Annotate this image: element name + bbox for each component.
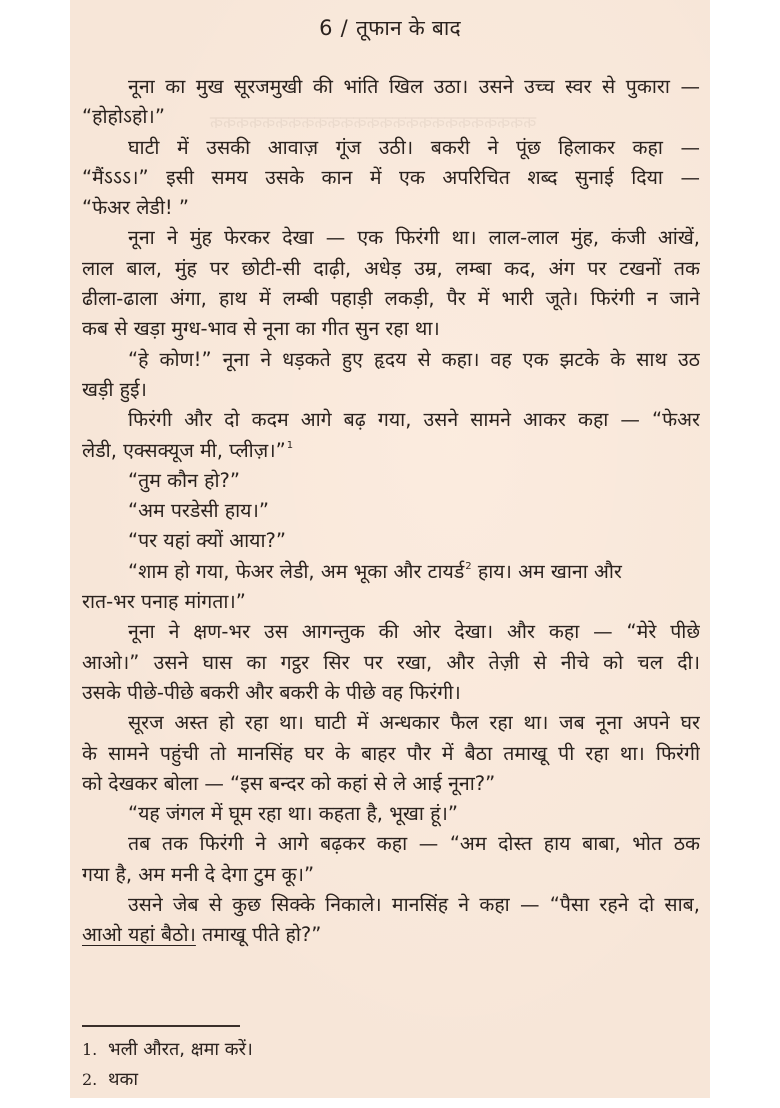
bleed-through-text: ककककककककककककककककककककककककक xyxy=(210,113,537,133)
text-line: गया है, अम मनी दे देगा टुम कू।” xyxy=(82,862,315,886)
footnote-number: 1. xyxy=(82,1040,98,1059)
text-line xyxy=(82,557,700,587)
text-line: रात-भर पनाह मांगता।” xyxy=(82,590,246,614)
footnote-1 xyxy=(82,1035,682,1065)
running-head-separator: / xyxy=(340,16,348,40)
footnote-divider xyxy=(82,1025,240,1027)
text-line: “यह जंगल में घूम रहा था। कहता है, भूखा हूं।” xyxy=(128,802,458,826)
text-line: लाल बाल, मुंह पर छोटी-सी दाढ़ी, अधेड़ उम्र, लम्बा कद, अंग पर टखनों तक xyxy=(82,256,700,280)
text-line: के सामने पहुंची तो मानसिंह घर के बाहर पौर में बैठा तमाखू पी रहा था। फिरंगी xyxy=(82,741,700,765)
footnote-2 xyxy=(82,1065,682,1095)
text-line: फिरंगी और दो कदम आगे बढ़ गया, उसने सामने आकर कहा — “फेअर xyxy=(128,408,700,432)
running-head xyxy=(70,14,710,42)
text-line: “तुम कौन हो?” xyxy=(128,468,240,492)
underlined-text: आओ यहां बैठो। xyxy=(82,923,196,947)
text-line: को देखकर बोला — “इस बन्दर को कहां से ले आई नूना?” xyxy=(82,771,496,795)
footnote-ref-2: 2 xyxy=(465,560,472,572)
text-line: “होहोऽहो।” xyxy=(82,105,165,129)
book-title: तूफान के बाद xyxy=(355,16,461,40)
body-text xyxy=(82,72,700,951)
text-line: “अम परडेसी हाय।” xyxy=(128,499,269,523)
text-line xyxy=(82,436,700,466)
text-line: तब तक फिरंगी ने आगे बढ़कर कहा — “अम दोस्त हाय बाबा, भोत ठक xyxy=(128,832,700,856)
text-line: “मैंऽऽऽ।” इसी समय उसके कान में एक अपरिचित शब्द सुनाई दिया — xyxy=(82,165,700,189)
text-span: “शाम हो गया, फेअर लेडी, अम भूका और टायर्ड xyxy=(128,559,465,583)
footnote-text: थका xyxy=(108,1069,138,1090)
text-line: खड़ी हुई। xyxy=(82,377,147,401)
text-line: “हे कोण!” नूना ने धड़कते हुए हृदय से कहा। वह एक झटके के साथ उठ xyxy=(128,347,700,371)
text-line xyxy=(82,920,700,950)
footnote-number: 2. xyxy=(82,1070,98,1089)
page-number: 6 xyxy=(319,16,333,40)
footnotes xyxy=(82,1035,682,1095)
text-line: घाटी में उसकी आवाज़ गूंज उठी। बकरी ने पूंछ हिलाकर कहा — xyxy=(128,135,700,159)
text-line: नूना का मुख सूरजमुखी की भांति खिल उठा। उसने उच्च स्वर से पुकारा — xyxy=(128,75,700,98)
text-line: “फेअर लेडी! ” xyxy=(82,196,190,220)
footnote-ref-1: 1 xyxy=(286,439,294,451)
text-line: आओ।” उसने घास का गट्ठर सिर पर रखा, और तेज़ी से नीचे को चल दी। xyxy=(82,650,700,674)
text-line: ढीला-ढाला अंगा, हाथ में लम्बी पहाड़ी लकड़ी, पैर में भारी जूते। फिरंगी न जाने xyxy=(82,287,700,311)
text-line: “पर यहां क्यों आया?” xyxy=(128,529,286,553)
text-line: नूना ने क्षण-भर उस आगन्तुक की ओर देखा। और कहा — “मेरे पीछे xyxy=(128,620,700,644)
text-span: लेडी, एक्सक्यूज मी, प्लीज़।” xyxy=(82,438,286,462)
text-line: सूरज अस्त हो रहा था। घाटी में अन्धकार फैल रहा था। जब नूना अपने घर xyxy=(128,711,700,735)
text-line: उसने जेब से कुछ सिक्के निकाले। मानसिंह ने कहा — “पैसा रहने दो साब, xyxy=(128,893,700,917)
book-page xyxy=(70,0,710,1098)
footnote-text: भली औरत, क्षमा करें। xyxy=(108,1039,253,1060)
text-line: उसके पीछे-पीछे बकरी और बकरी के पीछे वह फिरंगी। xyxy=(82,680,461,704)
text-span: तमाखू पीते हो?” xyxy=(195,923,322,947)
text-line: नूना ने मुंह फेरकर देखा — एक फिरंगी था। लाल-लाल मुंह, कंजी आंखें, xyxy=(128,226,700,250)
text-line: कब से खड़ा मुग्ध-भाव से नूना का गीत सुन रहा था। xyxy=(82,317,440,341)
text-span: हाय। अम खाना और xyxy=(471,559,622,583)
